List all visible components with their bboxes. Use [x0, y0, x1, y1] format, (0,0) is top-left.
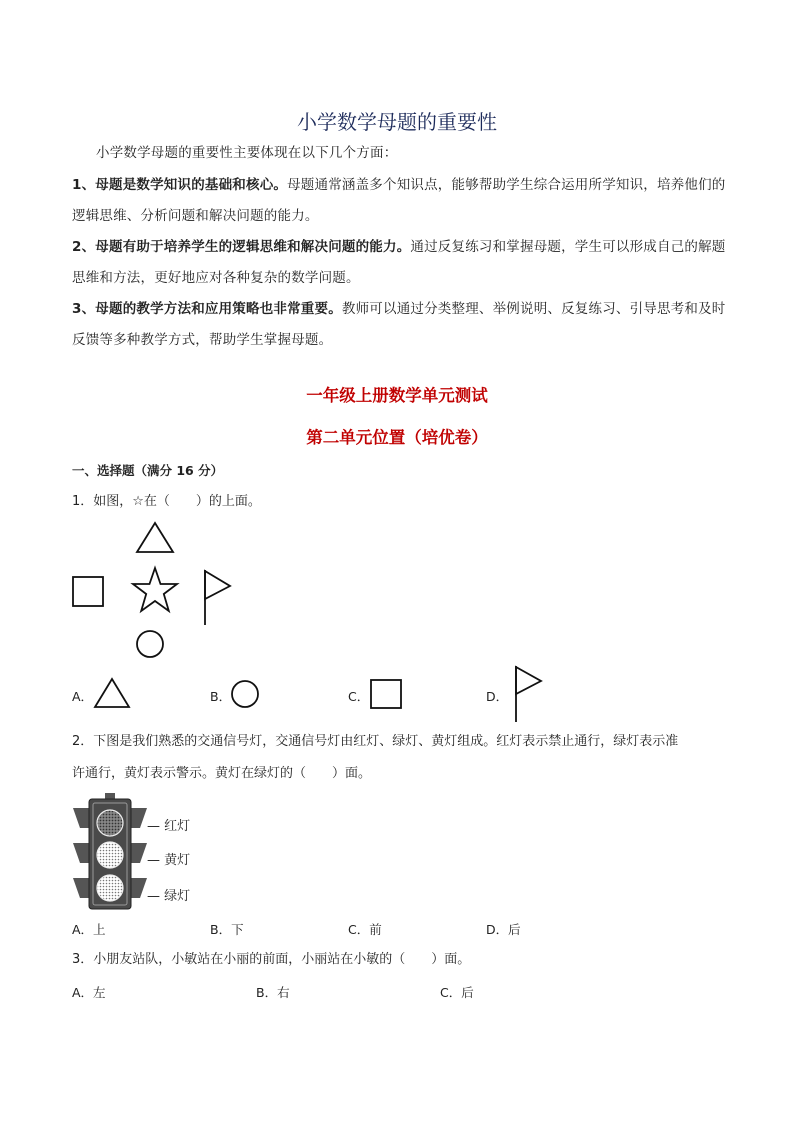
label-yellow-light: — 黄灯 — [147, 853, 191, 868]
q2-stem-line1: 2．下图是我们熟悉的交通信号灯，交通信号灯由红灯、绿灯、黄灯组成。红灯表示禁止通行，绿灯表示准 — [72, 734, 679, 749]
q2-option-c: C．前 — [348, 922, 382, 937]
q3-option-c: C．后 — [440, 985, 474, 1000]
q3-option-b: B．右 — [256, 985, 290, 1000]
point-2-text: 通过反复练习和掌握母题，学生可以形成自己的解题思维和方法，更好地应对各种复杂的数学问题。 — [72, 239, 726, 286]
green-lamp — [97, 875, 123, 901]
label-red-light: — 红灯 — [147, 819, 191, 834]
red-lamp — [97, 810, 123, 836]
q2-option-a: A．上 — [72, 922, 106, 937]
point-3-text: 教师可以通过分类整理、举例说明、反复练习、引导思考和及时反馈等多种教学方式，帮助学生掌握母题。 — [72, 301, 726, 348]
q1-stem: 1．如图，☆在（ ）的上面。 — [72, 494, 261, 509]
test-title: 一年级上册数学单元测试 — [306, 386, 488, 405]
q1-option-a: A． — [72, 689, 94, 704]
intro-title: 小学数学母题的重要性 — [297, 110, 497, 134]
section-heading: 一、选择题（满分 16 分） — [72, 463, 224, 478]
intro-lead: 小学数学母题的重要性主要体现在以下几个方面： — [96, 145, 398, 161]
test-subtitle: 第二单元位置（培优卷） — [306, 428, 488, 447]
q2-option-b: B．下 — [210, 922, 244, 937]
point-1-bold: 1、母题是数学知识的基础和核心。 — [72, 177, 288, 193]
q1-option-c: C． — [348, 689, 370, 704]
q1-option-d: D． — [486, 689, 509, 704]
point-3-bold: 3、母题的教学方法和应用策略也非常重要。 — [72, 301, 342, 317]
q1-option-b: B． — [210, 689, 232, 704]
q3-option-a: A．左 — [72, 985, 106, 1000]
q3-stem: 3．小朋友站队，小敏站在小丽的前面，小丽站在小敏的（ ）面。 — [72, 952, 471, 967]
yellow-lamp — [97, 842, 123, 868]
label-green-light: — 绿灯 — [147, 889, 191, 904]
q2-option-d: D．后 — [486, 922, 521, 937]
point-2-bold: 2、母题有助于培养学生的逻辑思维和解决问题的能力。 — [72, 239, 411, 255]
point-1-text: 母题通常涵盖多个知识点，能够帮助学生综合运用所学知识，培养他们的逻辑思维、分析问题和解决问题的能力。 — [72, 177, 726, 224]
q2-stem-line2: 许通行，黄灯表示警示。黄灯在绿灯的（ ）面。 — [72, 766, 372, 781]
